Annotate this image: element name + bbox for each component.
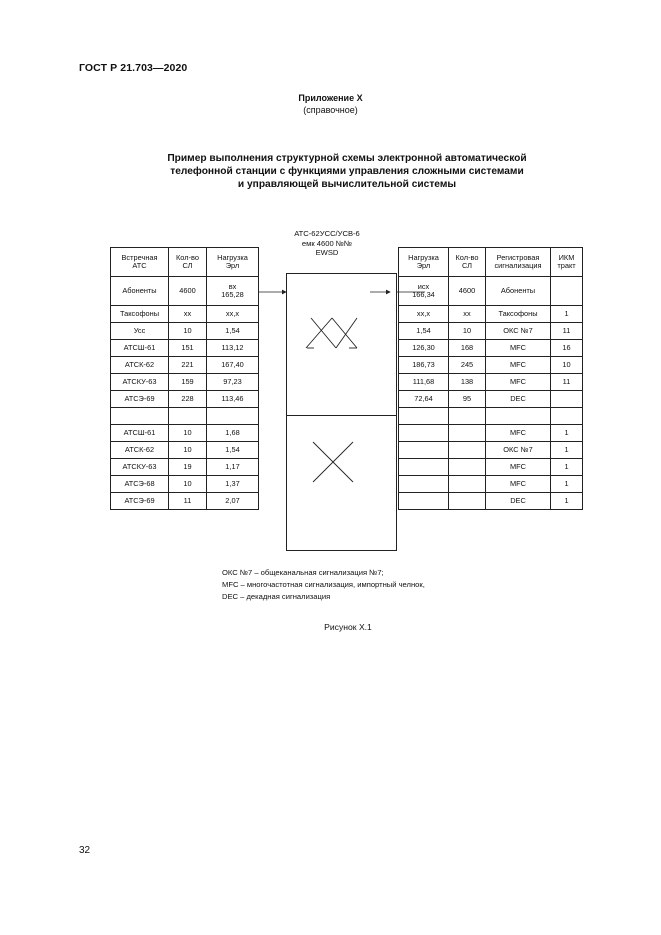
legend-line: DEC – декадная сигнализация	[222, 592, 331, 601]
header-cell: ИКМ тракт	[551, 248, 583, 277]
switch-block-upper	[286, 273, 397, 416]
cell-trunk: 10	[551, 357, 583, 374]
table-row	[399, 357, 583, 374]
table-row	[111, 493, 259, 510]
cell-signaling: DEC	[486, 391, 551, 408]
cell-load	[399, 493, 449, 510]
table-row	[399, 442, 583, 459]
cross-symbol-upper	[287, 274, 398, 417]
cell-trunk	[551, 391, 583, 408]
cell-count	[449, 425, 486, 442]
cell-trunk: 1	[551, 306, 583, 323]
cell-count	[449, 442, 486, 459]
cell-trunk: 1	[551, 425, 583, 442]
cell-load	[399, 442, 449, 459]
cell-load: 186,73	[399, 357, 449, 374]
table-row	[399, 425, 583, 442]
cell-load: вх 165,28	[207, 277, 259, 306]
cell-load	[399, 476, 449, 493]
cell-load: 167,40	[207, 357, 259, 374]
cell-name: АТСЭ-69	[111, 391, 169, 408]
cell-count: 4600	[449, 277, 486, 306]
cell-signaling: MFC	[486, 374, 551, 391]
cell-load: 126,30	[399, 340, 449, 357]
cell-signaling: MFC	[486, 425, 551, 442]
cell-name: Таксофоны	[111, 306, 169, 323]
header-cell: Нагрузка Эрл	[399, 248, 449, 277]
cell-signaling: Абоненты	[486, 277, 551, 306]
appendix-subtitle: (справочное)	[303, 105, 358, 115]
cell-name: АТСЭ-69	[111, 493, 169, 510]
cell-count: 228	[169, 391, 207, 408]
cell-count: 138	[449, 374, 486, 391]
cell-count: 4600	[169, 277, 207, 306]
table-row	[111, 340, 259, 357]
cell-name: АТСЭ-68	[111, 476, 169, 493]
table-row-empty	[111, 408, 259, 425]
exchange-label-line: EWSD	[315, 248, 339, 257]
cell-trunk: 16	[551, 340, 583, 357]
figure-title-line: Пример выполнения структурной схемы электронной автоматической	[167, 153, 527, 164]
document-code: ГОСТ Р 21.703—2020	[79, 62, 188, 74]
header-cell: Кол-во СЛ	[169, 248, 207, 277]
exchange-label-line: АТС-62УСС/УСВ-6	[294, 229, 360, 238]
cell-signaling: MFC	[486, 459, 551, 476]
cell-load: 97,23	[207, 374, 259, 391]
cell-signaling: DEC	[486, 493, 551, 510]
table-row	[399, 306, 583, 323]
cell-count: 19	[169, 459, 207, 476]
table-row	[111, 277, 259, 306]
header-cell: Кол-во СЛ	[449, 248, 486, 277]
incoming-trunks-table	[110, 247, 259, 510]
cell-signaling: MFC	[486, 357, 551, 374]
cell-signaling: ОКС №7	[486, 442, 551, 459]
legend	[222, 567, 425, 603]
cell-load: 113,46	[207, 391, 259, 408]
table-row	[111, 306, 259, 323]
cell-trunk: 1	[551, 442, 583, 459]
legend-line: ОКС №7 – общеканальная сигнализация №7;	[222, 568, 384, 577]
cell-signaling: ОКС №7	[486, 323, 551, 340]
table-row	[399, 277, 583, 306]
table-row	[399, 391, 583, 408]
figure-title-line: и управляющей вычислительной системы	[237, 179, 457, 190]
table-row	[111, 357, 259, 374]
header-cell: Встречная АТС	[111, 248, 169, 277]
cell-load: хх,х	[399, 306, 449, 323]
cell-load: 1,54	[207, 442, 259, 459]
cell-trunk: 1	[551, 476, 583, 493]
cell-count: 221	[169, 357, 207, 374]
table-row	[399, 340, 583, 357]
cell-load	[399, 425, 449, 442]
cell-load: хх,х	[207, 306, 259, 323]
cell-load: 1,17	[207, 459, 259, 476]
table-row	[399, 476, 583, 493]
appendix-title: Приложение Х	[298, 93, 363, 103]
table-header-row	[111, 248, 259, 277]
table-header-row	[399, 248, 583, 277]
table-row	[111, 459, 259, 476]
cell-count: 168	[449, 340, 486, 357]
table-row	[111, 476, 259, 493]
cell-count: 10	[169, 425, 207, 442]
cell-load: 2,07	[207, 493, 259, 510]
cell-load: 1,68	[207, 425, 259, 442]
table-row	[399, 459, 583, 476]
table-row	[111, 374, 259, 391]
cell-trunk: 1	[551, 459, 583, 476]
cell-count	[449, 476, 486, 493]
cell-count: 151	[169, 340, 207, 357]
header-cell: Нагрузка Эрл	[207, 248, 259, 277]
figure-title	[100, 152, 594, 191]
table-row	[111, 323, 259, 340]
cell-signaling: Таксофоны	[486, 306, 551, 323]
switch-block-lower	[286, 415, 397, 551]
cell-trunk	[551, 277, 583, 306]
cell-trunk: 1	[551, 493, 583, 510]
cell-load: исх 166,34	[399, 277, 449, 306]
cell-count: 159	[169, 374, 207, 391]
cell-signaling: MFC	[486, 476, 551, 493]
cell-count: 10	[169, 442, 207, 459]
cross-symbol-lower	[287, 416, 398, 552]
exchange-label-line: емк 4600 №№	[301, 238, 353, 248]
page-number: 32	[79, 845, 91, 856]
cell-name: АТСКУ-63	[111, 374, 169, 391]
table-row-empty	[399, 408, 583, 425]
cell-count: 10	[449, 323, 486, 340]
table-row	[111, 391, 259, 408]
cell-load: 111,68	[399, 374, 449, 391]
cell-load: 72,64	[399, 391, 449, 408]
cell-name: АТСК-62	[111, 442, 169, 459]
cell-count: хх	[169, 306, 207, 323]
cell-load	[399, 459, 449, 476]
cell-count	[449, 493, 486, 510]
header-cell: Регистровая сигнализация	[486, 248, 551, 277]
cell-load: 1,54	[399, 323, 449, 340]
exchange-label	[272, 229, 382, 258]
cell-count: 245	[449, 357, 486, 374]
appendix-heading	[0, 92, 661, 116]
table-row	[111, 425, 259, 442]
cell-count: 95	[449, 391, 486, 408]
cell-trunk: 11	[551, 374, 583, 391]
cell-name: АТСКУ-63	[111, 459, 169, 476]
cell-count: 10	[169, 323, 207, 340]
cell-name: Усс	[111, 323, 169, 340]
cell-load: 1,37	[207, 476, 259, 493]
cell-count: хх	[449, 306, 486, 323]
cell-signaling: MFC	[486, 340, 551, 357]
cell-count	[449, 459, 486, 476]
cell-name: Абоненты	[111, 277, 169, 306]
cell-name: АТСК-62	[111, 357, 169, 374]
cell-name: АТСШ-61	[111, 425, 169, 442]
outgoing-trunks-table	[398, 247, 583, 510]
table-row	[399, 374, 583, 391]
cell-count: 11	[169, 493, 207, 510]
legend-line: MFC – многочастотная сигнализация, импортный челнок,	[222, 580, 425, 589]
table-row	[399, 323, 583, 340]
cell-trunk: 11	[551, 323, 583, 340]
cell-count: 10	[169, 476, 207, 493]
table-row	[399, 493, 583, 510]
cell-name: АТСШ-61	[111, 340, 169, 357]
table-row	[111, 442, 259, 459]
cell-load: 1,54	[207, 323, 259, 340]
figure-title-line: телефонной станции с функциями управления сложными системами	[170, 166, 524, 177]
cell-load: 113,12	[207, 340, 259, 357]
figure-caption: Рисунок Х.1	[324, 622, 372, 632]
